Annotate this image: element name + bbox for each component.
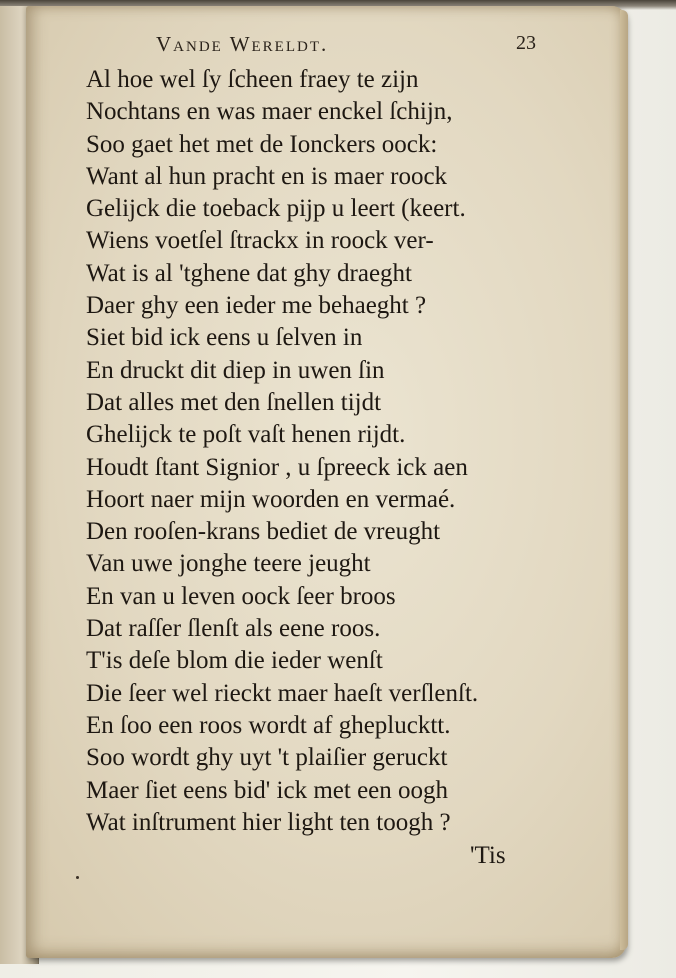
verse-line: Den rooſen-krans bediet de vreught xyxy=(86,518,441,546)
verse-line: En van u leven oock ſeer broos xyxy=(86,582,396,610)
verse-line: Wat inſtrument hier light ten toogh ? xyxy=(86,808,451,836)
verse-line: Van uwe jonghe teere jeught xyxy=(86,550,371,578)
verse-line: Maer ſiet eens bid' ick met een oogh xyxy=(86,776,449,804)
verse-line: Dat alles met den ſnellen tijdt xyxy=(86,388,382,416)
verse-line: Soo wordt ghy uyt 't plaiſier geruckt xyxy=(86,744,448,772)
verse-line: Wiens voetſel ſtrackx in roock ver- xyxy=(86,227,434,255)
verse-line: Die ſeer wel rieckt maer haeſt verſlenſt. xyxy=(86,679,479,707)
verse-line: Dat raſſer ſlenſt als eene roos. xyxy=(86,615,381,643)
verse-line: Hoort naer mijn woorden en vermaé. xyxy=(86,485,456,513)
verse-line: Soo gaet het met de Ionckers oock: xyxy=(86,130,438,158)
verse-line: Nochtans en was maer enckel ſchijn, xyxy=(86,98,453,126)
verse-line: Wat is al 'tghene dat ghy draeght xyxy=(86,259,413,287)
page-number: 23 xyxy=(516,32,536,54)
verse-line: En ſoo een roos wordt af gheplucktt. xyxy=(86,711,451,739)
verse-line: Al hoe wel ſy ſcheen fraey te zijn xyxy=(86,66,419,93)
ink-speck xyxy=(76,876,79,879)
verse-line: Ghelijck te poſt vaſt henen rijdt. xyxy=(86,421,406,449)
verse-line: Houdt ſtant Signior , u ſpreeck ick aen xyxy=(86,453,468,481)
page-header xyxy=(156,32,536,62)
catchword: 'Tis xyxy=(470,842,506,869)
verse-line: Daer ghy een ieder me behaeght ? xyxy=(86,292,427,320)
verse-line: T'is deſe blom die ieder wenſt xyxy=(86,647,383,675)
verse-line: En druckt dit diep in uwen ſin xyxy=(86,356,385,384)
verse-line: Want al hun pracht en is maer roock xyxy=(86,162,448,190)
running-title: Vande Wereldt. xyxy=(156,32,329,56)
verse-line: Siet bid ick eens u ſelven in xyxy=(86,324,363,352)
verse-line: Gelijck die toeback pijp u leert (keert. xyxy=(86,195,466,223)
verse-text xyxy=(86,64,546,839)
page-fore-edge xyxy=(620,10,628,950)
